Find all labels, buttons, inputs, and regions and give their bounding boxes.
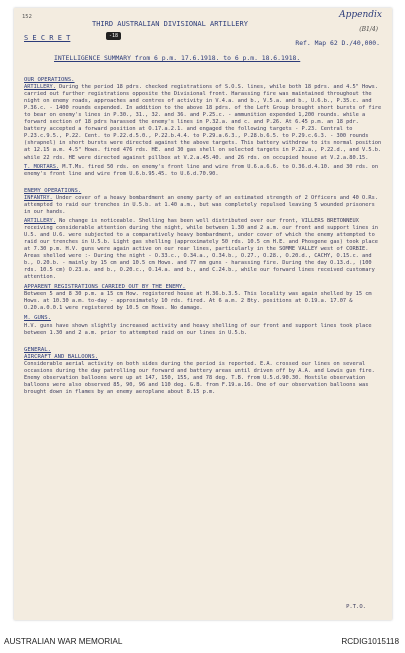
mguns-heading: M. GUNS. <box>24 315 51 322</box>
artillery-label: ARTILLERY. <box>24 84 56 91</box>
general-heading: GENERAL. <box>24 346 51 353</box>
artillery-paragraph <box>24 84 382 162</box>
archive-footer <box>0 632 405 653</box>
aircraft-heading: AIRCRAFT AND BALLOONS. <box>24 353 99 360</box>
appendix-label: Appendix <box>339 10 382 20</box>
document-title: THIRD AUSTRALIAN DIVISIONAL ARTILLERY <box>92 20 248 28</box>
stamp-number: -18 <box>106 32 121 40</box>
aircraft-text: Considerable aerial activity on both sides during the period is reported. E.A. crossed our lines on several occasions during the day patrolling our forward and battery areas until driven off by A.A. and Lewis gun fire. Enemy observation balloons were up at 147, 150, 155, and 78 deg. T.B. from U.5.d.90.30. Hostile observation balloons were also observed 85, 90, 96 and 110 deg. G.B. from F.19.a.16. One of our observation balloons was brought down in flames by an enemy aeroplane about 8.15 p.m. <box>24 360 375 395</box>
tm-paragraph <box>24 164 382 178</box>
artillery-text: During the period 18 pdrs. checked registrations of S.O.S. lines, while both 18 pdrs. and 4.5" Hows. carried out further registrations opposite the Divisional front. Harassing fire was maintained throughout the night on enemy roads, approaches and centres of activity in V.4.a. and b., V.5.a. and b., U.6.b., P.35.c. and P.36.c. - 1400 rounds expended. In addition to the above 18 pdrs. of the Left Group brought short bursts of fire to bear on enemy's lines in P.30., 31., 32. and 36. and P.25.c. - ammunition expended 1,200 rounds. while a forward section of 18 pdrs harassed the enemy's lines in P.32.a. and c. and P.26. At 6.45 p.m. an 18 pdr. battery accepted a forward position at O.17.a.2.1. and engaged the following targets - P.23. Central to P.23.c.9.5., P.22. Cent. to P.22.d.5.0., P.22.b.4.4. to P.29.a.6.3., P.28.b.6.5. to P.29.c.6.3. - 300 rounds (shrapnel) in short bursts were directed against the above targets. This battery withdrew to its normal position at 12.15 a.m. 4.5" Hows. fired 476 rds. HE. and 30 gas shell on selected targets in P.22.a., P.22.d., and V.5.b. while 22 rds. HE were directed against pillbox at V.2.a.45.40. and 26 rds. on occupied house at V.2.a.80.15. <box>24 84 382 161</box>
enemy-operations-heading: ENEMY OPERATIONS. <box>24 187 82 194</box>
our-operations-heading: OUR OPERATIONS. <box>24 77 75 83</box>
mguns-text: H.V. guns have shown slightly increased activity and heavy shelling of our front and support lines took place between 1.30 and 2 a.m. prior to attempted raid on our lines in U.5.b. <box>24 322 372 336</box>
tm-text: M.T.Ms. fired 50 rds. on enemy's front line and wire from U.6.a.6.6. to O.36.d.4.10. and 30 rds. on enemy's front line and wire from U.6.b.95.45. to U.6.d.70.90. <box>24 163 379 177</box>
pto-label: P.T.O. <box>346 604 366 610</box>
footer-record-id: RCDIG1015118 <box>341 637 399 646</box>
tm-label: T. MORTARS. <box>24 163 60 170</box>
infantry-text: Under cover of a heavy bombardment an enemy party of an estimated strength of 2 Officers and 40 O.Rs. attempted to raid our trenches in U.5.b. at 1.40 a.m., but was completely repulsed leaving 5 wounded prisoners in our hands. <box>24 194 378 215</box>
handwritten-code: (B1/4) <box>359 26 378 33</box>
map-reference: Ref. Map 62 D./40,000. <box>295 39 380 47</box>
apparent-registrations-heading: APPARENT REGISTRATIONS CARRIED OUT BY THE ENEMY. <box>24 284 186 291</box>
apparent-registrations-text: Between 5 and 8 30 p.m. a 15 cm How. registered house at H.36.b.3.5. This locality was again shelled by 15 cm Hows. at 10.30 a.m. to-day - approximately 10 rds. fired. At 6 a.m. 2 Bty. positions at O.19.a. 17.07 & O.20.a.0.0.1 were registered by 10.5 cm Hows. No damage. <box>24 291 372 312</box>
infantry-label: INFANTRY. <box>24 194 53 201</box>
document-body <box>24 74 382 398</box>
footer-institution: AUSTRALIAN WAR MEMORIAL <box>4 637 123 646</box>
summary-line: INTELLIGENCE SUMMARY from 6 p.m. 17.6.1918. to 6 p.m. 18.6.1918. <box>54 54 301 62</box>
corner-reference: 152 <box>22 14 32 20</box>
infantry-paragraph <box>24 195 382 216</box>
enemy-artillery-label: ARTILLERY. <box>24 217 56 224</box>
secret-label: S E C R E T <box>24 34 71 42</box>
document-page <box>14 8 392 620</box>
enemy-artillery-text: No change is noticeable. Shelling has been well distributed over our front, VILLERS BRETONNEUX receiving considerable attention during the night, while between 1.30 and 2 a.m. our front and support lines in U.5. and U.6. were subjected to a comparatively heavy bombardment, under cover of which the enemy attempted to raid our trenches in U.5.b. Light gas shelling (approximately 50 rds. 10.5 cm H.E. and Phosgene gas) took place at 7.30 p.m. H.V. guns were again active on our rear lines, particularly in the SOMME VALLEY west of CORBIE. Areas shelled were :- During the night - O.33.c., O.34.a., O.34.b., O.27., O.28., O.20.d., CACHY, O.15.c. and b., O.20.b. - mainly by 15 cm and 10.5 cm Hows. and 77 mm guns - harassing fire. During the day O.13.d., (100 rds. 10.5 cm) O.23.a. and b., O.20.c., O.14.a. and b., and C.24.b., while our forward lines received customary attention. <box>24 217 378 281</box>
enemy-artillery-paragraph <box>24 218 382 281</box>
